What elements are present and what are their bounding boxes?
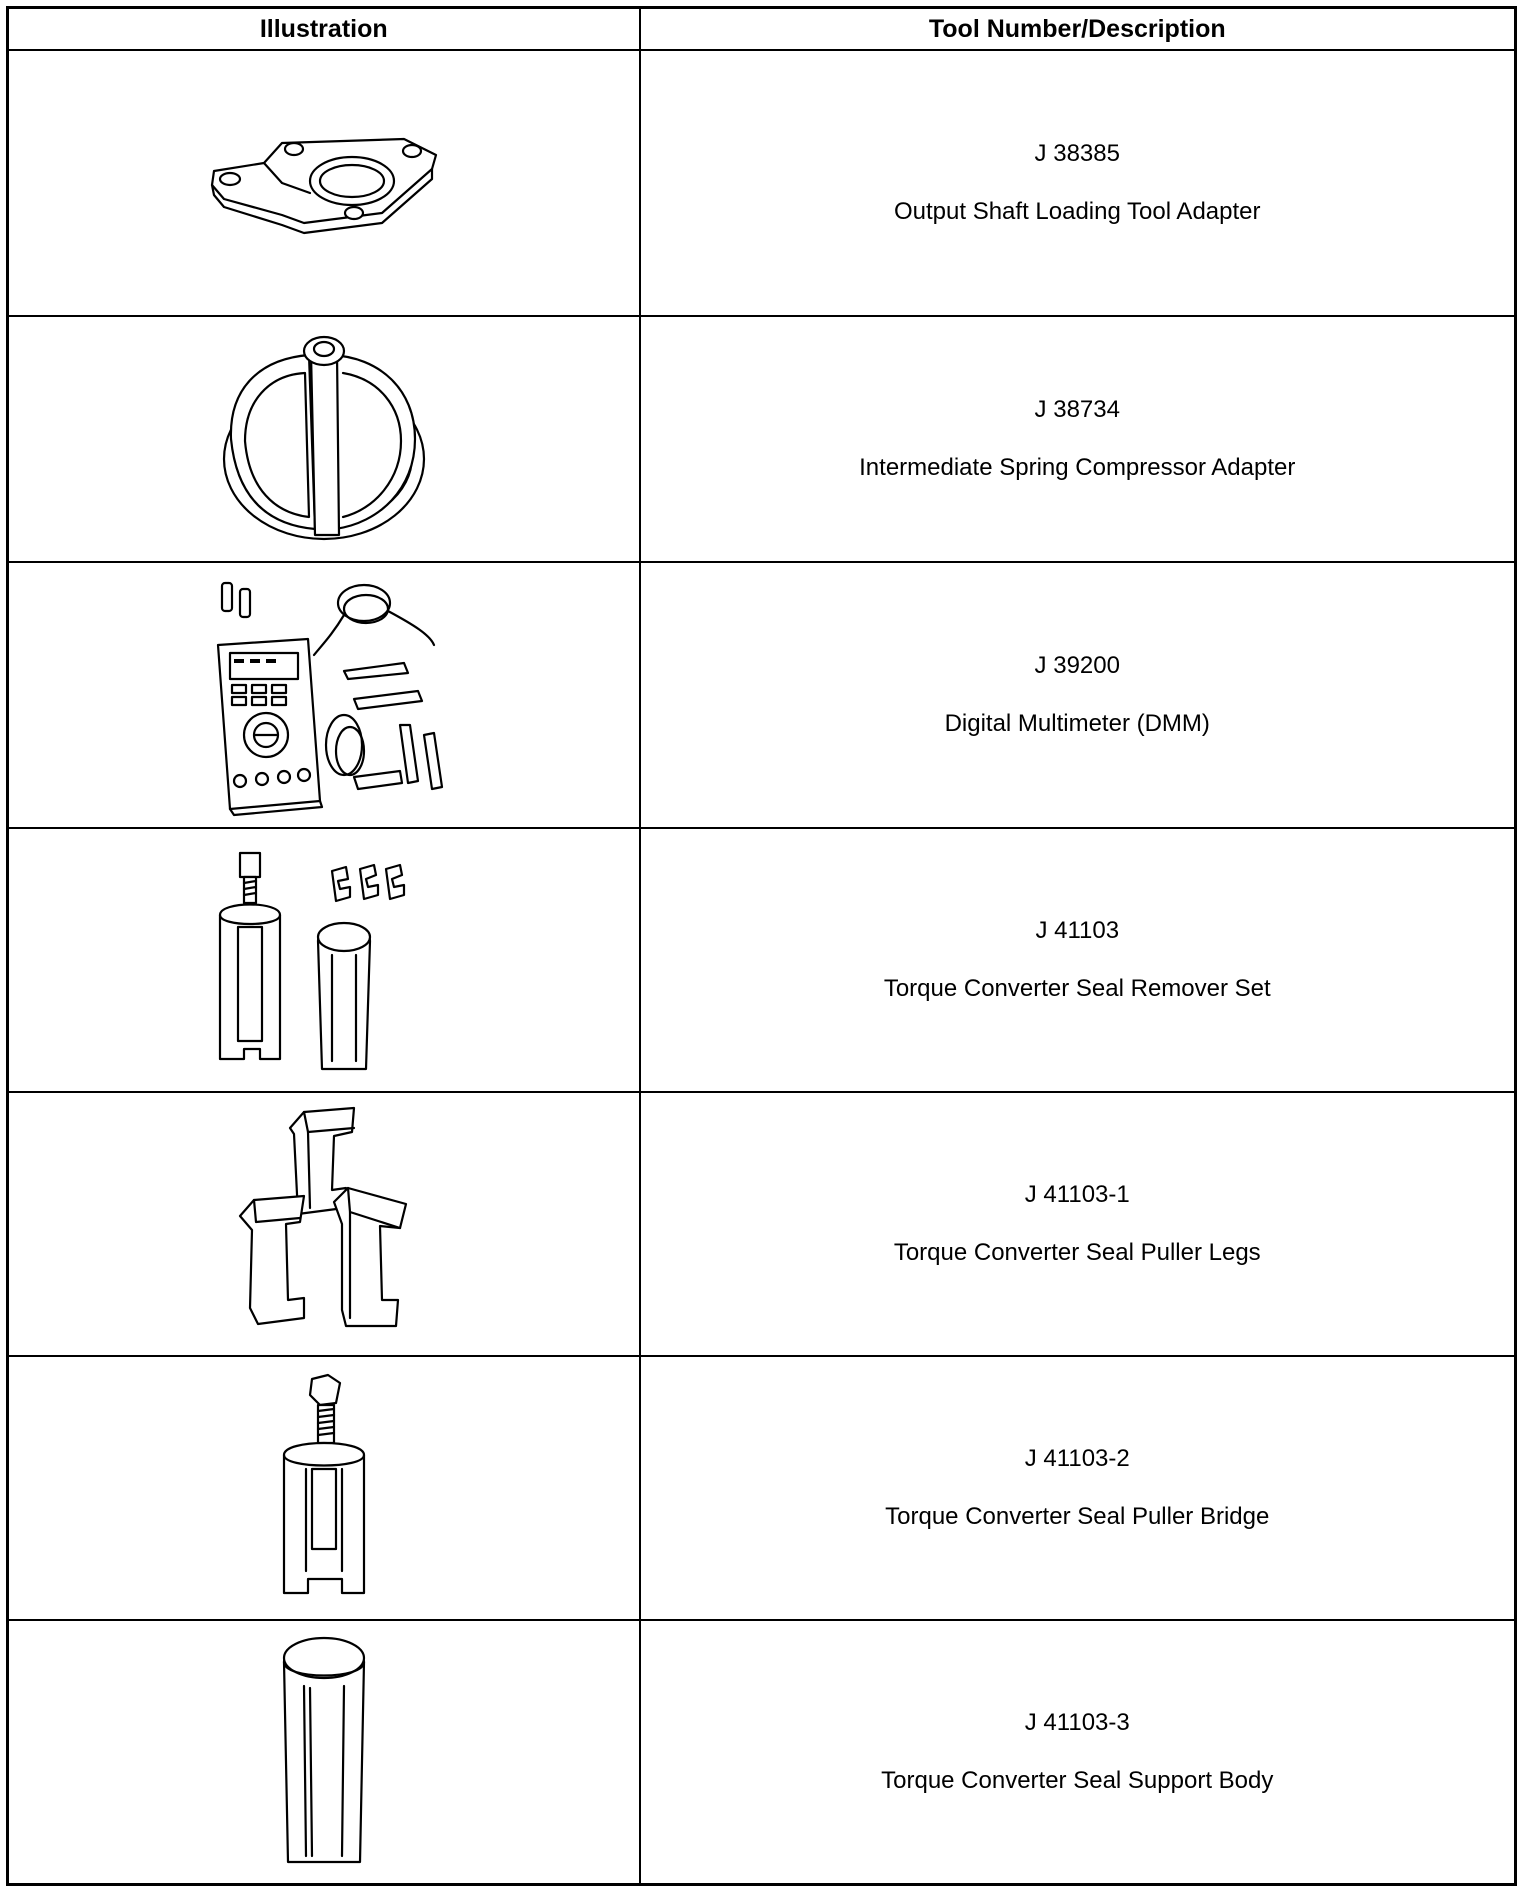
illustration-cell <box>8 562 640 828</box>
tool-number: J 41103-2 <box>1024 1445 1130 1472</box>
tool-cell <box>640 316 1516 562</box>
illustration-cell <box>8 316 640 562</box>
tool-number: J 41103 <box>1035 917 1120 944</box>
illustration-cell <box>8 1356 640 1620</box>
tool-number: J 41103-1 <box>1024 1181 1130 1208</box>
tool-description: Torque Converter Seal Puller Legs <box>893 1239 1261 1266</box>
seal-remover-set-icon <box>214 845 434 1075</box>
header-row <box>8 8 1516 51</box>
tool-number: J 41103-3 <box>1024 1709 1130 1736</box>
tool-cell <box>640 50 1516 316</box>
tool-description: Digital Multimeter (DMM) <box>944 710 1210 737</box>
tool-description: Torque Converter Seal Remover Set <box>883 975 1271 1002</box>
adapter-plate-icon <box>204 133 444 233</box>
tool-number: J 39200 <box>1034 652 1120 679</box>
tool-number: J 38734 <box>1034 396 1120 423</box>
illustration-cell <box>8 1092 640 1356</box>
header-tool-number-description: Tool Number/Description <box>640 8 1516 51</box>
tool-description: Torque Converter Seal Support Body <box>881 1767 1274 1794</box>
illustration-cell <box>8 1620 640 1885</box>
tool-description: Output Shaft Loading Tool Adapter <box>893 198 1261 225</box>
spring-compressor-adapter-icon <box>219 329 429 549</box>
tool-cell <box>640 1356 1516 1620</box>
illustration-cell <box>8 50 640 316</box>
table-row <box>8 1620 1516 1885</box>
tool-cell <box>640 828 1516 1092</box>
tool-description: Torque Converter Seal Puller Bridge <box>885 1503 1270 1530</box>
table-row <box>8 562 1516 828</box>
table-row <box>8 1356 1516 1620</box>
puller-legs-icon <box>234 1104 414 1344</box>
illustration-cell <box>8 828 640 1092</box>
tool-number: J 38385 <box>1034 140 1120 167</box>
table-row <box>8 50 1516 316</box>
table-row <box>8 828 1516 1092</box>
special-tools-table <box>6 6 1517 1886</box>
table-row <box>8 316 1516 562</box>
tool-cell <box>640 1092 1516 1356</box>
tool-cell <box>640 562 1516 828</box>
tool-cell <box>640 1620 1516 1885</box>
support-body-icon <box>274 1632 374 1872</box>
puller-bridge-icon <box>274 1373 374 1603</box>
tool-description: Intermediate Spring Compressor Adapter <box>859 454 1296 481</box>
header-illustration: Illustration <box>8 8 640 51</box>
table-row <box>8 1092 1516 1356</box>
multimeter-icon <box>204 575 444 815</box>
